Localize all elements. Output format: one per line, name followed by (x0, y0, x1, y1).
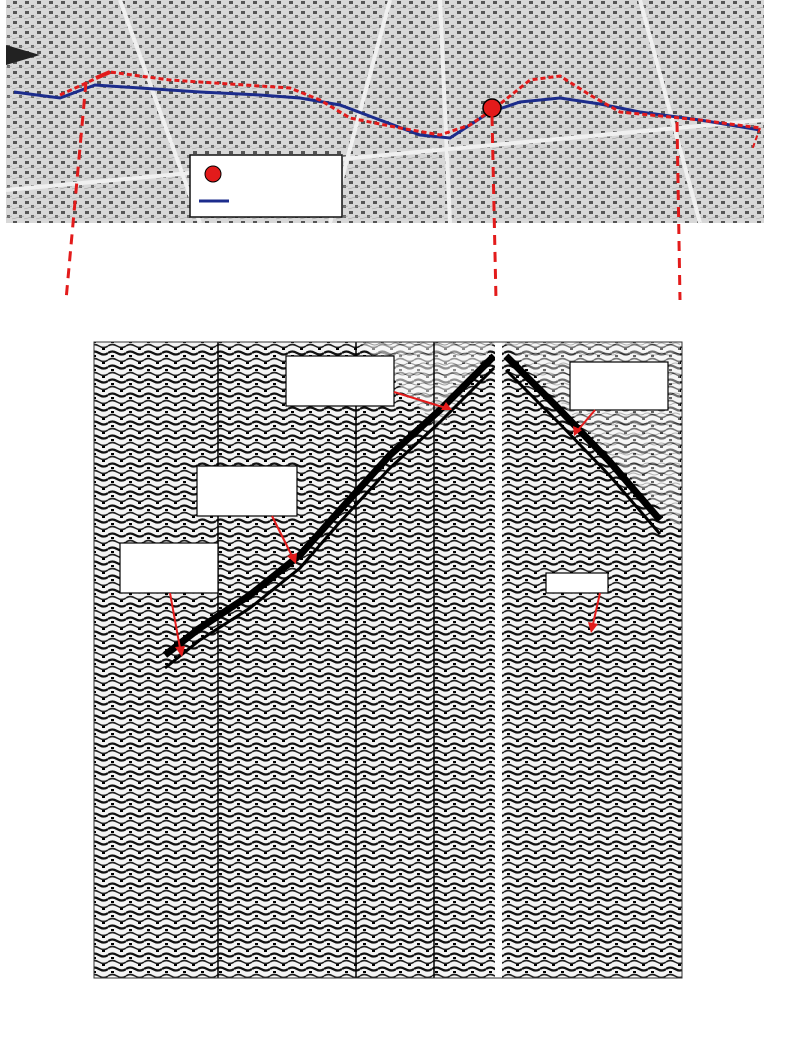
seismic-record (94, 342, 682, 978)
shot-gap (495, 342, 502, 978)
source-point-marker (483, 99, 501, 117)
source-icon (205, 166, 221, 182)
map-legend (190, 155, 342, 217)
location-map (6, 0, 764, 300)
legend-box (190, 155, 342, 217)
